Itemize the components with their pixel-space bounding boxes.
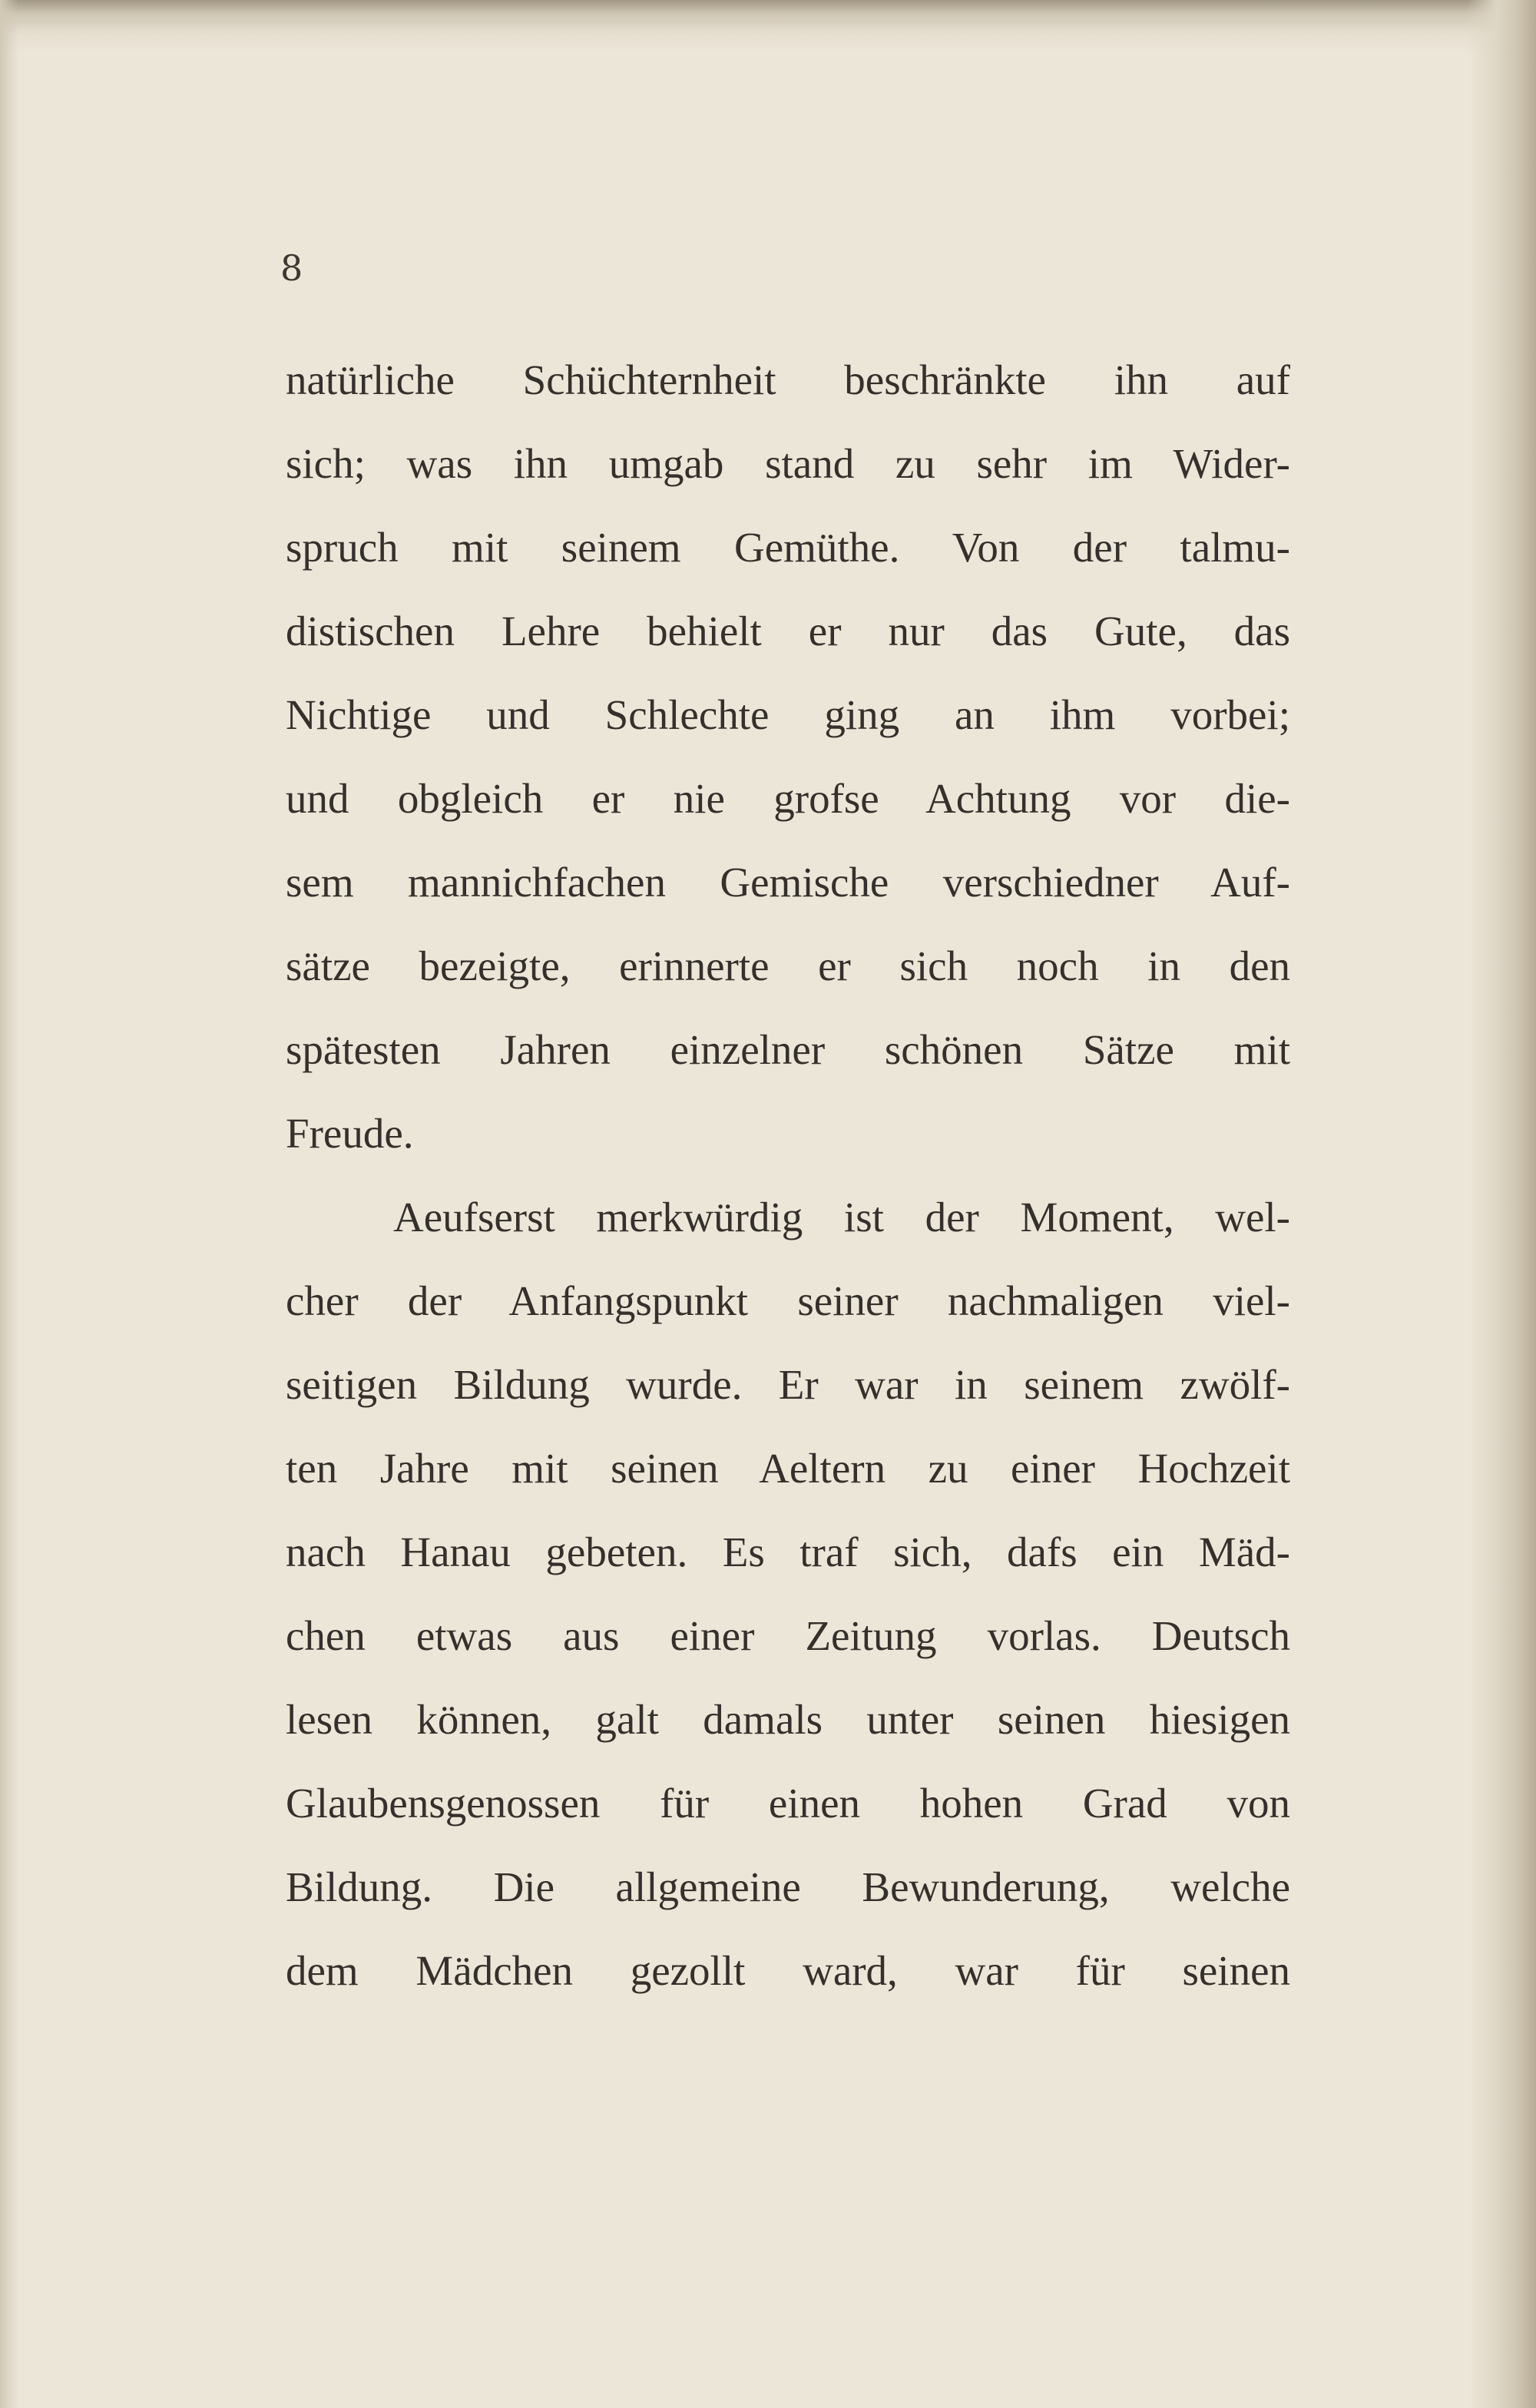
page-left-edge [0, 0, 18, 2408]
text-line: nach Hanau gebeten. Es traf sich, dafs ein Mäd- [286, 1529, 1290, 1575]
text-line: Glaubensgenossen für einen hohen Grad von [286, 1780, 1290, 1827]
body-text [286, 338, 1290, 2012]
page-right-edge [1467, 0, 1536, 2408]
text-line: cher der Anfangspunkt seiner nachmaligen viel- [286, 1277, 1290, 1324]
text-line: ten Jahre mit seinen Aeltern zu einer Hochzeit [286, 1445, 1290, 1492]
text-line: spätesten Jahren einzelner schönen Sätze mit [286, 1026, 1290, 1073]
text-line: distischen Lehre behielt er nur das Gute, das [286, 608, 1290, 654]
text-line: Nichtige und Schlechte ging an ihm vorbei; [286, 691, 1290, 738]
page-number: 8 [280, 247, 303, 289]
text-line: natürliche Schüchternheit beschränkte ihn auf [286, 356, 1290, 403]
text-line-paragraph-start: Aeufserst merkwürdig ist der Moment, wel- [393, 1194, 1290, 1240]
text-line: chen etwas aus einer Zeitung vorlas. Deutsch [286, 1612, 1290, 1659]
page-top-shadow [0, 0, 1536, 54]
text-line: dem Mädchen gezollt ward, war für seinen [286, 1947, 1290, 1994]
text-line: und obgleich er nie grofse Achtung vor die- [286, 775, 1290, 822]
text-line: seitigen Bildung wurde. Er war in seinem zwölf- [286, 1361, 1290, 1408]
text-line: lesen können, galt damals unter seinen hiesigen [286, 1696, 1290, 1743]
text-line: spruch mit seinem Gemüthe. Von der talmu- [286, 524, 1290, 571]
text-line: sem mannichfachen Gemische verschiedner Auf- [286, 859, 1290, 906]
text-line: Bildung. Die allgemeine Bewunderung, welche [286, 1863, 1290, 1910]
text-line-paragraph-end: Freude. [286, 1110, 414, 1157]
text-line: sich; was ihn umgab stand zu sehr im Wider- [286, 440, 1290, 487]
text-line: sätze bezeigte, erinnerte er sich noch in den [286, 942, 1290, 989]
